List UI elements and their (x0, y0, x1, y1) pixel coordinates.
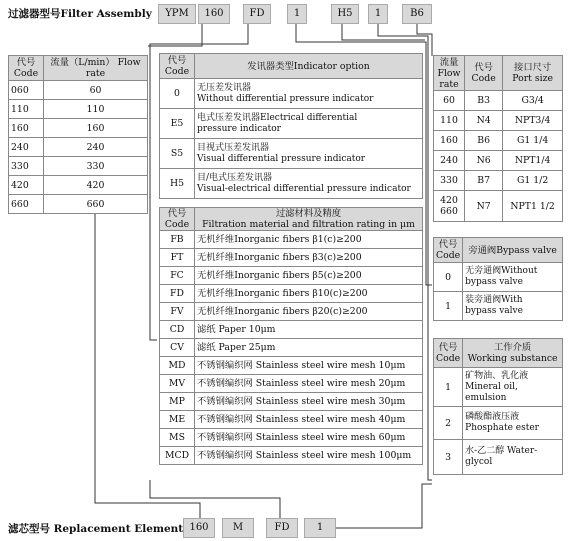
port-code: N4 (465, 111, 503, 131)
element-code-flow: 160 (183, 518, 215, 538)
port-flow: 110 (434, 111, 465, 131)
substance-cn: 矿物油、乳化液 (465, 370, 529, 381)
table-row (160, 321, 423, 339)
table-row (434, 368, 563, 407)
port-flow: 160 (434, 131, 465, 151)
substance-header-en: Working substance (467, 353, 558, 364)
flow-code: 420 (9, 176, 44, 195)
assembly-code-flow-box: 160 (198, 4, 230, 24)
substance-en: Phosphate ester (465, 423, 539, 433)
bypass-cn: 无旁通阀Without (465, 266, 538, 276)
material-code: MS (160, 429, 195, 447)
table-row (434, 151, 563, 171)
flow-code: 240 (9, 138, 44, 157)
material-code: FD (160, 285, 195, 303)
port-code: B6 (465, 131, 503, 151)
substance-table (433, 338, 563, 475)
port-table (433, 55, 563, 222)
flow-rate: 240 (44, 138, 148, 157)
flow-code: 110 (9, 100, 44, 119)
material-header-cn: 过滤材料及精度 (275, 208, 342, 219)
substance-en: glycol (465, 457, 493, 467)
material-desc: 不锈钢编织网 Stainless steel wire mesh 40μm (195, 411, 423, 429)
material-desc: 无机纤维Inorganic fibers β1(c)≥200 (195, 231, 423, 249)
table-row (434, 263, 563, 292)
table-row (160, 411, 423, 429)
bypass-code: 0 (434, 263, 463, 292)
material-table (159, 207, 423, 465)
substance-code: 3 (434, 440, 463, 475)
flow-code-header: 代号 Code (9, 56, 44, 81)
flow-code: 660 (9, 195, 44, 214)
indicator-code: E5 (160, 109, 195, 139)
assembly-code-bypass: 1 (287, 4, 307, 24)
table-row (160, 357, 423, 375)
table-row (160, 393, 423, 411)
material-code-header: 代号 Code (160, 208, 195, 231)
assembly-code-port: B6 (402, 4, 432, 24)
port-size: G3/4 (503, 91, 563, 111)
material-desc: 无机纤维Inorganic fibers β5(c)≥200 (195, 267, 423, 285)
element-title: 滤芯型号 Replacement Element (8, 523, 184, 535)
substance-table-header (434, 339, 563, 368)
port-flow: 60 (434, 91, 465, 111)
material-code: MD (160, 357, 195, 375)
table-row (160, 109, 423, 139)
assembly-code-substance: 1 (368, 4, 388, 24)
substance-code: 1 (434, 368, 463, 407)
flow-code: 060 (9, 81, 44, 100)
indicator-en: Visual-electrical differential pressure indicator (197, 183, 411, 194)
bypass-code: 1 (434, 292, 463, 321)
substance-code: 2 (434, 407, 463, 440)
table-row (160, 139, 423, 169)
flow-code: 330 (9, 157, 44, 176)
table-row (160, 429, 423, 447)
material-code: CD (160, 321, 195, 339)
table-row (160, 231, 423, 249)
bypass-en: bypass valve (465, 306, 523, 316)
port-size: G1 1/4 (503, 131, 563, 151)
flow-rate: 110 (44, 100, 148, 119)
flow-rate: 420 (44, 176, 148, 195)
indicator-en: pressure indicator (197, 123, 281, 134)
material-desc: 无机纤维Inorganic fibers β10(c)≥200 (195, 285, 423, 303)
table-row (9, 138, 148, 157)
substance-cn: 水-乙二醇 Water- (465, 446, 538, 456)
substance-header-cn: 工作介质 (493, 342, 532, 353)
port-code-header: 代号 Code (465, 56, 503, 91)
table-row (9, 195, 148, 214)
material-code: ME (160, 411, 195, 429)
element-code-bypass: 1 (304, 518, 336, 538)
bypass-valve-header: 旁通阀Bypass valve (463, 238, 563, 263)
table-row (9, 100, 148, 119)
port-size-header: 接口尺寸 Port size (503, 56, 563, 91)
table-row (160, 79, 423, 109)
flow-table (8, 55, 148, 214)
substance-code-header: 代号 Code (434, 339, 463, 368)
material-code: FT (160, 249, 195, 267)
table-row (434, 91, 563, 111)
material-desc: 不锈钢编织网 Stainless steel wire mesh 100μm (195, 447, 423, 465)
indicator-en: Without differential pressure indicator (197, 93, 374, 104)
material-desc: 无机纤维Inorganic fibers β3(c)≥200 (195, 249, 423, 267)
port-size: NPT1 1/2 (503, 191, 563, 222)
table-row (160, 285, 423, 303)
material-code: FB (160, 231, 195, 249)
material-header-en: Filtration material and filtration rating in μm (202, 219, 415, 230)
bypass-table-header (434, 238, 563, 263)
port-code: B7 (465, 171, 503, 191)
element-code-material: FD (266, 518, 298, 538)
material-desc: 不锈钢编织网 Stainless steel wire mesh 60μm (195, 429, 423, 447)
table-row (434, 171, 563, 191)
substance-cn: 磷酸酯液压液 (465, 412, 520, 422)
indicator-cn: 目/电式压差发讯器 (197, 172, 273, 183)
material-code: MP (160, 393, 195, 411)
bypass-table (433, 237, 563, 321)
material-desc: 不锈钢编织网 Stainless steel wire mesh 10μm (195, 357, 423, 375)
table-row (434, 191, 563, 222)
table-row (9, 119, 148, 138)
bypass-en: bypass valve (465, 277, 523, 287)
material-code: MV (160, 375, 195, 393)
table-row (434, 131, 563, 151)
material-code: CV (160, 339, 195, 357)
material-desc: 不锈钢编织网 Stainless steel wire mesh 20μm (195, 375, 423, 393)
flow-table-header (9, 56, 148, 81)
table-row (434, 440, 563, 475)
flow-rate: 60 (44, 81, 148, 100)
material-code: MCD (160, 447, 195, 465)
substance-en: Mineral oil, emulsion (465, 381, 518, 403)
table-row (160, 375, 423, 393)
port-flow: 240 (434, 151, 465, 171)
element-code-type: M (222, 518, 254, 538)
indicator-cn: 电式压差发讯器Electrical differential (197, 112, 358, 123)
port-code: B3 (465, 91, 503, 111)
material-desc: 不锈钢编织网 Stainless steel wire mesh 30μm (195, 393, 423, 411)
indicator-code-header: 代号 Code (160, 54, 195, 79)
indicator-code: S5 (160, 139, 195, 169)
table-row (9, 157, 148, 176)
indicator-table (159, 53, 423, 199)
material-code: FV (160, 303, 195, 321)
flow-rate: 330 (44, 157, 148, 176)
material-code: FC (160, 267, 195, 285)
table-row (160, 249, 423, 267)
port-code: N6 (465, 151, 503, 171)
assembly-title: 过滤器型号Filter Assembly (8, 8, 152, 20)
bypass-cn: 装旁通阀With (465, 295, 523, 305)
port-flow: 330 (434, 171, 465, 191)
material-desc: 滤纸 Paper 10μm (195, 321, 423, 339)
port-code: N7 (465, 191, 503, 222)
indicator-code: 0 (160, 79, 195, 109)
indicator-table-header (160, 54, 423, 79)
assembly-code-indicator: H5 (331, 4, 359, 24)
table-row (160, 447, 423, 465)
port-flow: 420 660 (434, 191, 465, 222)
material-desc: 无机纤维Inorganic fibers β20(c)≥200 (195, 303, 423, 321)
port-table-header (434, 56, 563, 91)
table-row (434, 111, 563, 131)
port-size: G1 1/2 (503, 171, 563, 191)
table-row (160, 339, 423, 357)
flow-rate: 660 (44, 195, 148, 214)
material-desc: 滤纸 Paper 25μm (195, 339, 423, 357)
table-row (9, 176, 148, 195)
assembly-code-series: YPM (158, 4, 196, 24)
port-size: NPT3/4 (503, 111, 563, 131)
assembly-code-material: FD (243, 4, 271, 24)
table-row (9, 81, 148, 100)
table-row (160, 169, 423, 199)
port-flow-header: 流量 Flow rate (434, 56, 465, 91)
indicator-cn: 无压差发讯器 (197, 82, 252, 93)
indicator-cn: 目视式压差发讯器 (197, 142, 270, 153)
table-row (434, 407, 563, 440)
table-row (434, 292, 563, 321)
flow-rate-header: 流量（L/min） Flow rate (44, 56, 148, 81)
indicator-en: Visual differential pressure indicator (197, 153, 366, 164)
material-table-header (160, 208, 423, 231)
bypass-code-header: 代号 Code (434, 238, 463, 263)
flow-code: 160 (9, 119, 44, 138)
indicator-code: H5 (160, 169, 195, 199)
indicator-option-header: 发讯器类型Indicator option (195, 54, 423, 79)
flow-rate: 160 (44, 119, 148, 138)
table-row (160, 303, 423, 321)
port-size: NPT1/4 (503, 151, 563, 171)
table-row (160, 267, 423, 285)
